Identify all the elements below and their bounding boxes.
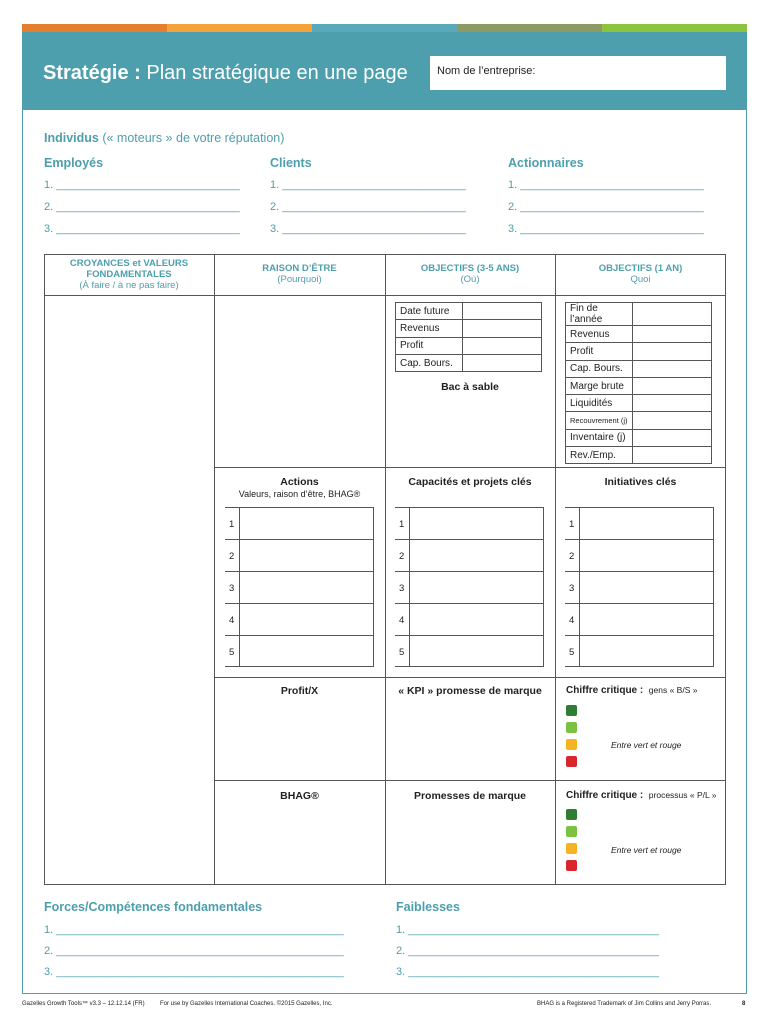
- table-cell-value[interactable]: [633, 429, 712, 446]
- red-status-icon: [566, 756, 577, 767]
- footer-trademark: BHAG is a Registered Trademark of Jim Collins and Jerry Porras.: [537, 1001, 712, 1007]
- table-cell-label: Rev./Emp.: [566, 447, 633, 464]
- profit-x-title: Profit/X: [280, 685, 319, 697]
- table-cell-label: Revenus: [566, 326, 633, 343]
- header: [22, 32, 747, 110]
- list-item[interactable]: 5: [225, 635, 374, 667]
- actions-title: Actions: [280, 476, 319, 488]
- table-cell-label: Liquidités: [566, 395, 633, 412]
- employes-line-2[interactable]: 2. ______________________________: [44, 201, 240, 213]
- table-cell-value[interactable]: [633, 343, 712, 360]
- table-cell-label: Fin de l’année: [566, 303, 633, 326]
- initiatives-title: Initiatives clés: [604, 476, 677, 488]
- table-cell-label: Profit: [396, 337, 463, 354]
- red-status-icon: [566, 860, 577, 871]
- top-color-bar: [22, 24, 747, 32]
- clients-line-1[interactable]: 1. ______________________________: [270, 179, 466, 191]
- footer-version: Gazelles Growth Tools™ v3.3 – 12.12.14 (FR): [22, 1001, 145, 1007]
- clients-line-2[interactable]: 2. ______________________________: [270, 201, 466, 213]
- list-item[interactable]: 4: [565, 603, 714, 635]
- raison-header: RAISON D’ÊTRE (Pourquoi): [262, 263, 337, 285]
- list-item[interactable]: 5: [565, 635, 714, 667]
- grid-divider: [214, 467, 726, 468]
- individus-title: Individus (« moteurs » de votre réputation): [44, 131, 285, 145]
- grid-divider: [44, 295, 726, 296]
- list-item[interactable]: 4: [395, 603, 544, 635]
- actions-list: [225, 507, 374, 667]
- table-cell-value[interactable]: [633, 303, 712, 326]
- objectifs-1-table: [565, 302, 712, 464]
- grid-divider: [214, 677, 726, 678]
- table-cell-value[interactable]: [633, 377, 712, 394]
- color-segment-2: [167, 24, 312, 32]
- capacites-title: Capacités et projets clés: [408, 476, 532, 488]
- table-cell-value[interactable]: [633, 395, 712, 412]
- faiblesses-line-2[interactable]: 2. _________________________________________: [396, 945, 660, 957]
- yellow-status-icon: [566, 739, 577, 750]
- list-item[interactable]: 3: [395, 571, 544, 603]
- table-cell-value[interactable]: [633, 360, 712, 377]
- light-green-status-icon: [566, 722, 577, 733]
- color-segment-5: [602, 24, 747, 32]
- chiffre-critique-1: Chiffre critique : gens « B/S »: [566, 685, 698, 696]
- actionnaires-line-2[interactable]: 2. ______________________________: [508, 201, 704, 213]
- forces-line-1[interactable]: 1. _______________________________________________: [44, 924, 344, 936]
- actionnaires-line-1[interactable]: 1. ______________________________: [508, 179, 704, 191]
- list-item[interactable]: 2: [225, 539, 374, 571]
- forces-title: Forces/Compétences fondamentales: [44, 900, 263, 914]
- table-cell-value[interactable]: [463, 337, 542, 354]
- grid-divider: [214, 780, 726, 781]
- clients-title: Clients: [270, 156, 312, 170]
- green-status-icon: [566, 705, 577, 716]
- table-cell-value[interactable]: [463, 320, 542, 337]
- faiblesses-title: Faiblesses: [396, 900, 460, 914]
- list-item[interactable]: 3: [225, 571, 374, 603]
- company-name-field[interactable]: [430, 56, 726, 90]
- promesses-title: Promesses de marque: [413, 790, 527, 802]
- table-cell-label: Date future: [396, 303, 463, 320]
- yellow-status-icon: [566, 843, 577, 854]
- list-item[interactable]: 2: [395, 539, 544, 571]
- list-item[interactable]: 1: [395, 507, 544, 539]
- table-cell-value[interactable]: [633, 447, 712, 464]
- entre-vert-rouge-note: Entre vert et rouge: [611, 845, 682, 855]
- objectifs-3-5-table: [395, 302, 542, 372]
- page-title: Stratégie : Plan stratégique en une page: [43, 62, 408, 84]
- footer-copyright: For use by Gazelles International Coaches. ©2015 Gazelles, Inc.: [160, 1001, 333, 1007]
- table-cell-label: Recouvrement (j): [566, 412, 633, 429]
- entre-vert-rouge-note: Entre vert et rouge: [611, 740, 682, 750]
- list-item[interactable]: 2: [565, 539, 714, 571]
- employes-line-1[interactable]: 1. ______________________________: [44, 179, 240, 191]
- list-item[interactable]: 5: [395, 635, 544, 667]
- faiblesses-line-3[interactable]: 3. _________________________________________: [396, 966, 660, 978]
- clients-line-3[interactable]: 3. ______________________________: [270, 223, 466, 235]
- light-green-status-icon: [566, 826, 577, 837]
- grid-divider: [555, 254, 556, 885]
- table-cell-value[interactable]: [463, 354, 542, 371]
- table-cell-label: Profit: [566, 343, 633, 360]
- objectifs-1-header: OBJECTIFS (1 AN) Quoi: [598, 263, 683, 285]
- table-cell-value[interactable]: [633, 326, 712, 343]
- actionnaires-line-3[interactable]: 3. ______________________________: [508, 223, 704, 235]
- bac-a-sable-label: Bac à sable: [441, 381, 499, 393]
- croyances-header: CROYANCES et VALEURS FONDAMENTALES (À faire / à ne pas faire): [69, 258, 189, 291]
- actionnaires-title: Actionnaires: [508, 156, 584, 170]
- company-name-label: Nom de l’entreprise:: [437, 65, 536, 77]
- color-segment-1: [22, 24, 167, 32]
- page-number: 8: [742, 1001, 746, 1007]
- table-cell-label: Cap. Bours.: [396, 354, 463, 371]
- table-cell-value[interactable]: [463, 303, 542, 320]
- table-cell-value[interactable]: [633, 412, 712, 429]
- chiffre-critique-2: Chiffre critique : processus « P/L »: [566, 790, 717, 801]
- forces-line-3[interactable]: 3. _______________________________________________: [44, 966, 344, 978]
- list-item[interactable]: 3: [565, 571, 714, 603]
- table-cell-label: Cap. Bours.: [566, 360, 633, 377]
- table-cell-label: Marge brute: [566, 377, 633, 394]
- list-item[interactable]: 1: [225, 507, 374, 539]
- bhag-title: BHAG®: [280, 790, 319, 802]
- initiatives-list: [565, 507, 714, 667]
- forces-line-2[interactable]: 2. _______________________________________________: [44, 945, 344, 957]
- list-item[interactable]: 1: [565, 507, 714, 539]
- color-segment-3: [312, 24, 457, 32]
- table-cell-label: Revenus: [396, 320, 463, 337]
- faiblesses-line-1[interactable]: 1. _________________________________________: [396, 924, 660, 936]
- kpi-title: « KPI » promesse de marque: [398, 685, 542, 697]
- capacites-list: [395, 507, 544, 667]
- list-item[interactable]: 4: [225, 603, 374, 635]
- green-status-icon: [566, 809, 577, 820]
- employes-line-3[interactable]: 3. ______________________________: [44, 223, 240, 235]
- table-cell-label: Inventaire (j): [566, 429, 633, 446]
- actions-subtitle: Valeurs, raison d’être, BHAG®: [238, 489, 361, 499]
- color-segment-4: [457, 24, 602, 32]
- objectifs-3-5-header: OBJECTIFS (3-5 ANS) (Où): [420, 263, 520, 285]
- employes-title: Employés: [44, 156, 104, 170]
